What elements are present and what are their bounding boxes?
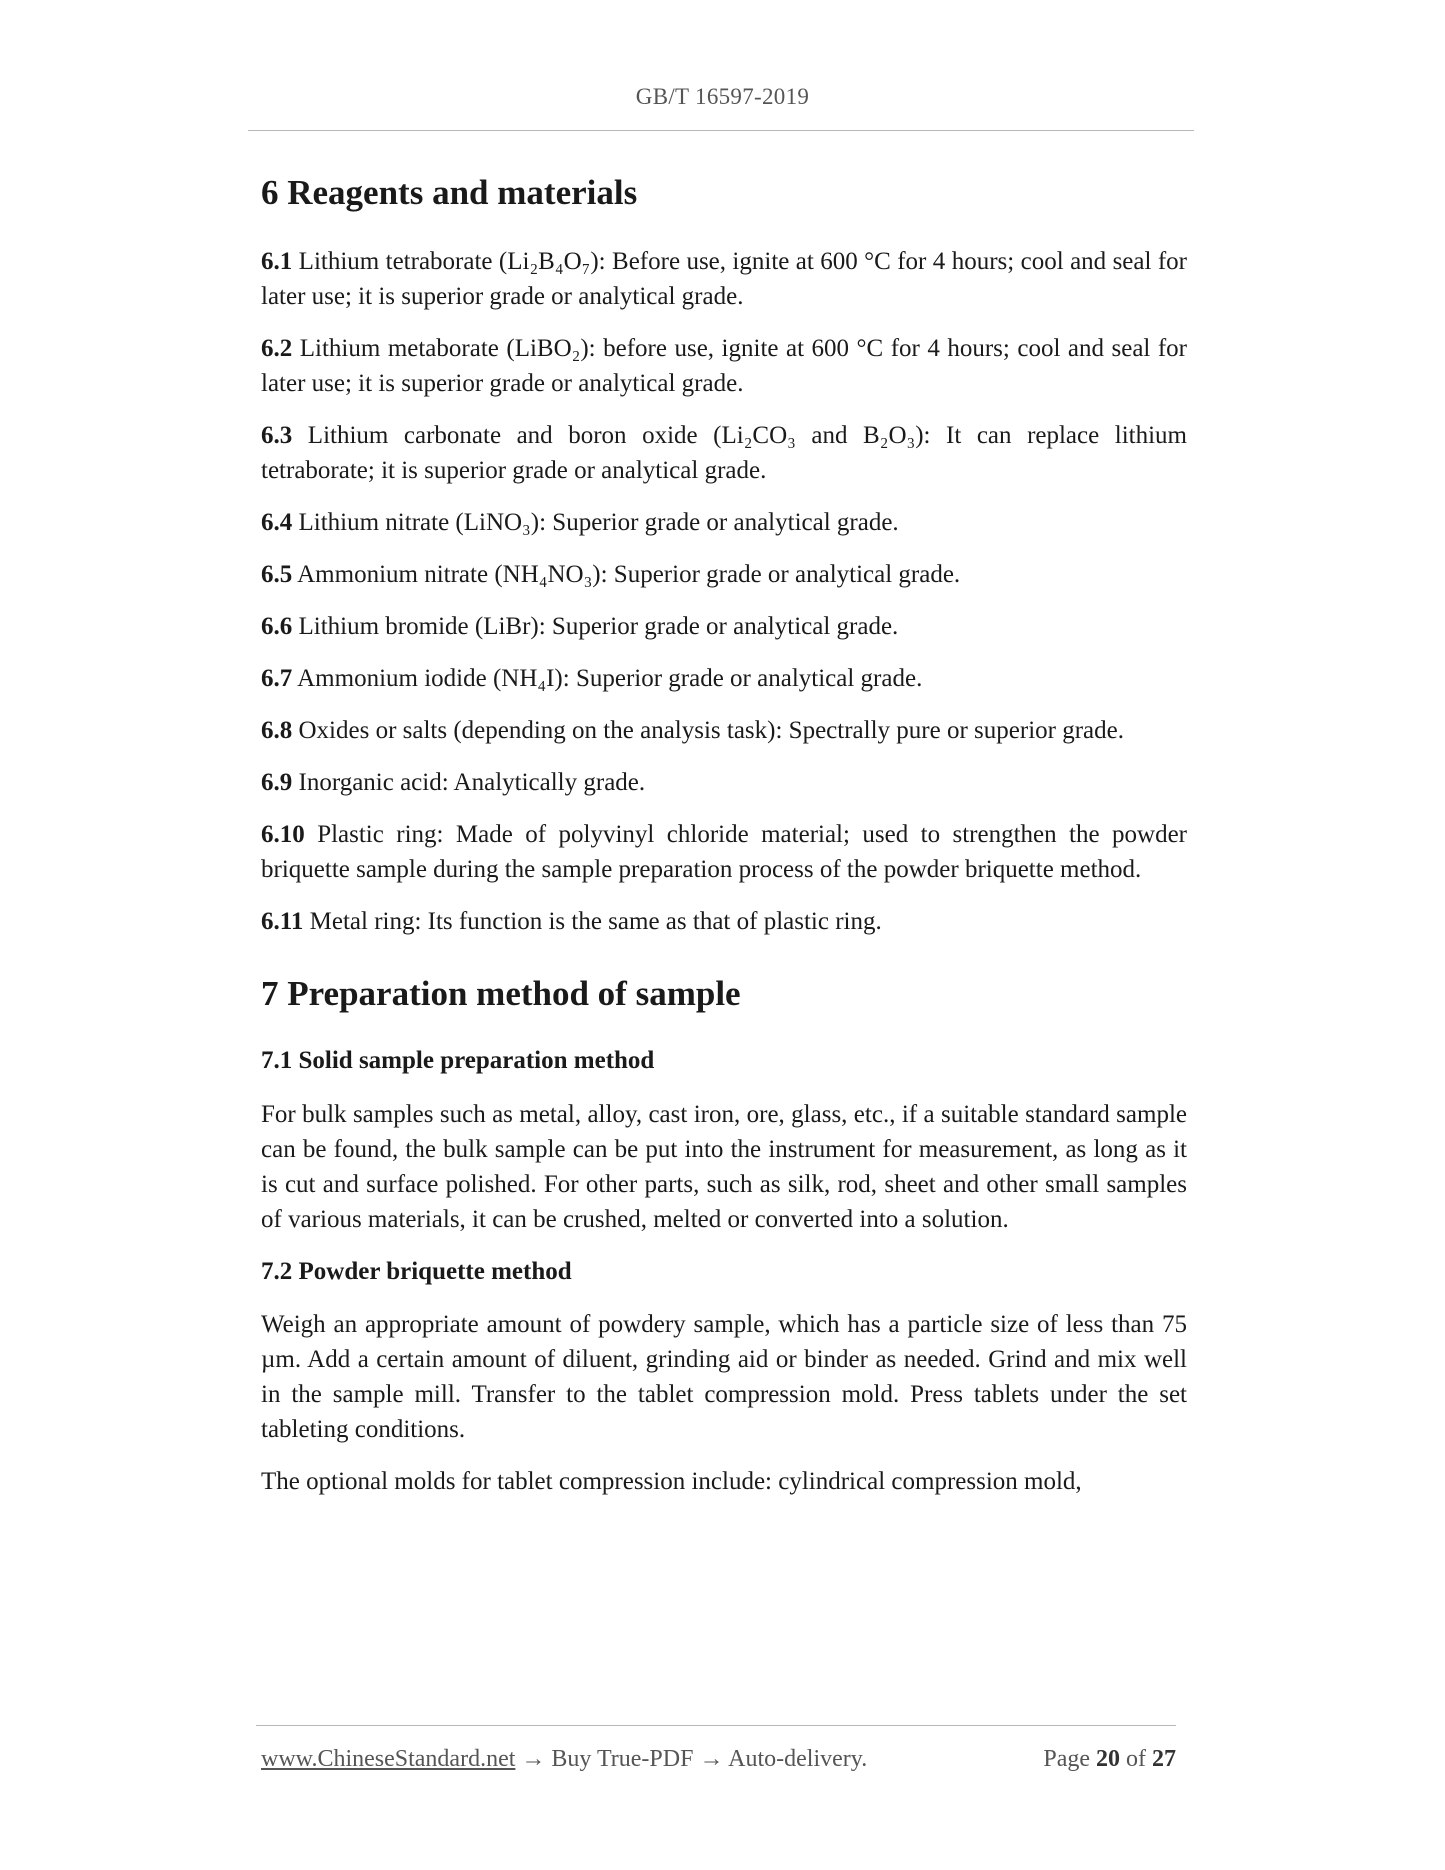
clause-text: Lithium metaborate (LiBO₂): before use, ignite at 600 °C for 4 hours; cool and seal for later use; it is superior grade or analytical grade.	[261, 335, 1188, 397]
clause-6-7	[261, 661, 1187, 696]
subsection-7-2-paragraph-continued: The optional molds for tablet compression include: cylindrical compression mold,	[261, 1468, 1082, 1495]
delivery-text: Auto-delivery.	[728, 1746, 868, 1772]
clause-number: 6.11	[261, 908, 304, 935]
website-link[interactable]: www.ChineseStandard.net	[261, 1746, 516, 1772]
clause-6-10	[261, 817, 1187, 887]
clause-number: 6.8	[261, 717, 293, 744]
clause-text: Ammonium nitrate (NH₄NO₃): Superior grade or analytical grade.	[297, 561, 961, 588]
clause-text: Plastic ring: Made of polyvinyl chloride material; used to strengthen the powder briquette sample during the sample preparation process of the powder briquette method.	[261, 821, 1187, 883]
clause-text: Lithium carbonate and boron oxide (Li₂CO₃ and B₂O₃): It can replace lithium tetraborate; it is superior grade or analytical grade.	[261, 422, 1187, 484]
page-total: 27	[1152, 1746, 1176, 1772]
section-6-heading: 6 Reagents and materials	[261, 173, 638, 212]
clause-number: 6.10	[261, 821, 305, 848]
clause-number: 6.9	[261, 769, 293, 796]
clause-text: Lithium tetraborate (Li₂B₄O₇): Before use, ignite at 600 °C for 4 hours; cool and seal for later use; it is superior grade or analytical grade.	[261, 248, 1188, 310]
buy-text: Buy True-PDF	[551, 1746, 694, 1772]
header-divider	[248, 130, 1194, 131]
subsection-7-2-paragraph: Weigh an appropriate amount of powdery sample, which has a particle size of less than 75 µm. Add a certain amount of diluent, grinding aid or binder as needed. Grind and mix well in the sample mill. Transfer to the tablet compression mold. Press tablets under the set tableting conditions.	[261, 1311, 1187, 1443]
subsection-7-1-paragraph: For bulk samples such as metal, alloy, cast iron, ore, glass, etc., if a suitable standard sample can be found, the bulk sample can be put into the instrument for measurement, as long as it is cut and surface polished. For other parts, such as silk, rod, sheet and other small samples of various materials, it can be crushed, melted or converted into a solution.	[261, 1100, 1187, 1233]
clause-6-6	[261, 609, 1187, 644]
subsection-7-2-heading: 7.2 Powder briquette method	[261, 1257, 572, 1285]
clause-text: Oxides or salts (depending on the analysis task): Spectrally pure or superior grade.	[298, 717, 1124, 744]
section-7-heading: 7 Preparation method of sample	[261, 974, 741, 1013]
clause-6-11	[261, 904, 1187, 939]
clause-text: Lithium bromide (LiBr): Superior grade or analytical grade.	[298, 613, 899, 640]
page-current: 20	[1096, 1746, 1120, 1772]
clause-number: 6.4	[261, 509, 293, 536]
clause-text: Metal ring: Its function is the same as that of plastic ring.	[309, 908, 882, 935]
clause-text: Ammonium iodide (NH₄I): Superior grade or analytical grade.	[297, 665, 923, 692]
clause-6-4	[261, 505, 1187, 540]
arrow-right-icon: →	[699, 1746, 724, 1772]
page-label: Page	[1043, 1746, 1090, 1772]
page-number	[1043, 1746, 1176, 1773]
arrow-right-icon: →	[521, 1746, 546, 1772]
clause-number: 6.1	[261, 248, 293, 275]
clause-6-3	[261, 418, 1187, 488]
clause-number: 6.6	[261, 613, 293, 640]
clause-6-5	[261, 557, 1187, 592]
clause-text: Lithium nitrate (LiNO₃): Superior grade or analytical grade.	[298, 509, 899, 536]
page-footer	[261, 1746, 1176, 1773]
clause-6-1	[261, 244, 1187, 314]
page-content	[261, 172, 1187, 1499]
clause-number: 6.3	[261, 422, 293, 449]
clause-number: 6.7	[261, 665, 293, 692]
clause-number: 6.5	[261, 561, 293, 588]
doc-id: GB/T 16597-2019	[635, 84, 810, 109]
of-label: of	[1126, 1746, 1146, 1772]
clause-number: 6.2	[261, 335, 293, 362]
footer-divider	[256, 1725, 1176, 1726]
clause-6-2	[261, 331, 1187, 401]
page-header	[0, 84, 1445, 110]
clause-6-8	[261, 713, 1187, 748]
subsection-7-1-heading: 7.1 Solid sample preparation method	[261, 1047, 655, 1074]
clause-6-9	[261, 765, 1187, 800]
clause-text: Inorganic acid: Analytically grade.	[298, 769, 646, 796]
